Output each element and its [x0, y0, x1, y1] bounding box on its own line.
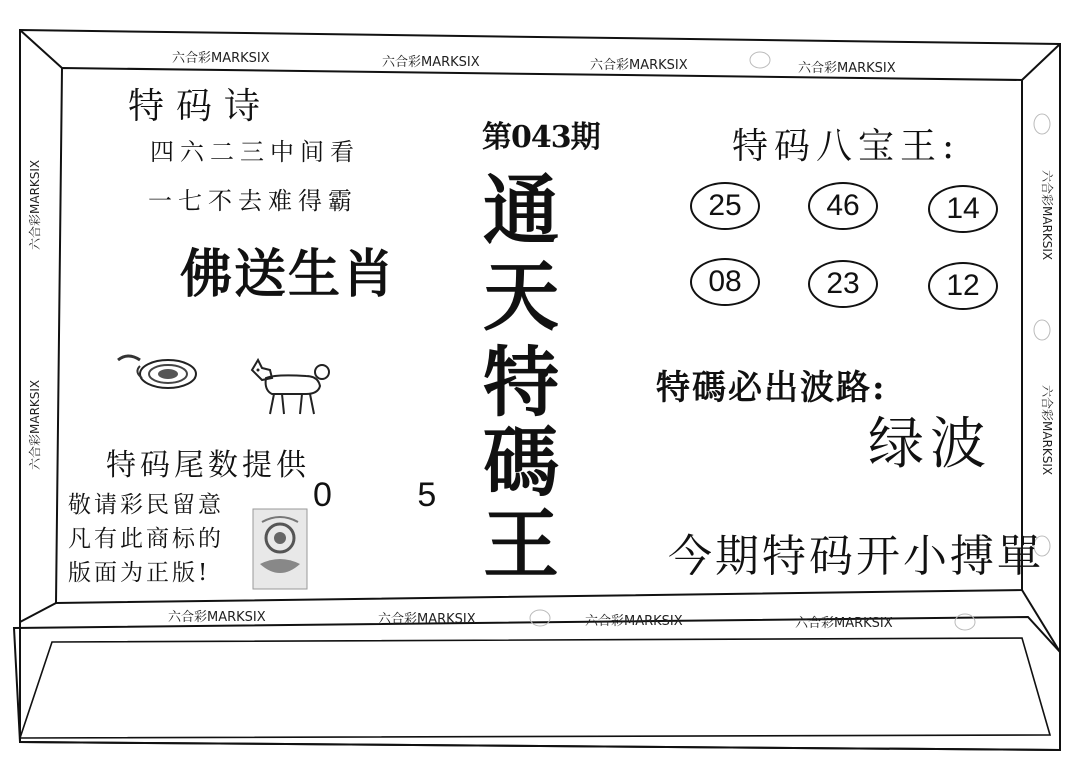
- vertical-title-char-2: 天: [483, 252, 559, 341]
- watermark-left-2: 六合彩MARKSIX: [28, 379, 42, 470]
- trademark-seal-icon: [252, 508, 308, 590]
- watermark-top-3: 六合彩MARKSIX: [590, 58, 688, 73]
- bottom-tip: 今期特码开小搏單: [668, 531, 1044, 582]
- vertical-title-char-1: 通: [483, 166, 559, 255]
- watermark-bottom-2: 六合彩MARKSIX: [378, 612, 476, 627]
- eight-treasure-heading: 特码八宝王:: [732, 126, 961, 167]
- issue-number: 第043期: [482, 120, 600, 155]
- vertical-title-char-5: 王: [483, 500, 559, 589]
- watermark-right-2: 六合彩MARKSIX: [1040, 385, 1054, 476]
- watermark-bottom-1: 六合彩MARKSIX: [168, 610, 266, 625]
- number-ball: 23: [808, 260, 878, 308]
- number-ball: 08: [690, 258, 760, 306]
- notice-line-2: 凡有此商标的: [68, 526, 224, 552]
- watermark-bottom-4: 六合彩MARKSIX: [795, 616, 893, 631]
- dog-icon: [244, 352, 332, 418]
- notice-line-1: 敬请彩民留意: [68, 492, 224, 518]
- watermark-top-1: 六合彩MARKSIX: [172, 51, 270, 66]
- vertical-title-char-3: 特: [483, 338, 559, 427]
- number-ball: 14: [928, 185, 998, 233]
- wave-label: 特碼必出波路:: [656, 368, 887, 408]
- poem-title: 特码诗: [128, 86, 273, 127]
- zodiac-heading: 佛送生肖: [180, 244, 397, 305]
- wave-value: 绿波: [868, 412, 992, 477]
- tail-digits-value: 0 5: [313, 476, 475, 514]
- watermark-top-4: 六合彩MARKSIX: [798, 61, 896, 76]
- number-ball: 46: [808, 182, 878, 230]
- watermark-top-2: 六合彩MARKSIX: [382, 55, 480, 70]
- tail-digits-label: 特码尾数提供: [106, 448, 310, 483]
- notice-line-3: 版面为正版!: [68, 560, 211, 586]
- watermark-left-1: 六合彩MARKSIX: [28, 159, 42, 250]
- poem-line-1: 四六二三中间看: [150, 138, 360, 166]
- number-ball: 25: [690, 182, 760, 230]
- watermark-bottom-3: 六合彩MARKSIX: [585, 614, 683, 629]
- snake-icon: [112, 346, 202, 392]
- vertical-title-char-4: 碼: [483, 418, 559, 507]
- watermark-right-1: 六合彩MARKSIX: [1040, 170, 1054, 261]
- number-ball: 12: [928, 262, 998, 310]
- poem-line-2: 一七不去难得霸: [148, 187, 358, 215]
